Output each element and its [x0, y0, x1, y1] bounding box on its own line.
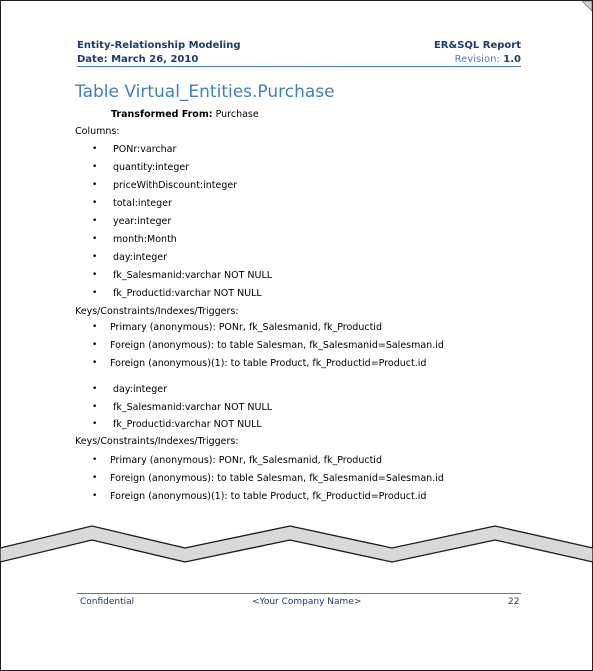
bullet-icon: • [92, 419, 98, 429]
column-item: total:integer [113, 198, 172, 209]
bullet-icon: • [92, 162, 98, 172]
bullet-icon: • [92, 322, 98, 332]
header-report-name: ER&SQL Report [433, 40, 521, 51]
transformed-from [111, 109, 259, 120]
bullet-icon: • [92, 491, 98, 501]
header-date: Date: March 26, 2010 [77, 54, 199, 65]
column-item: priceWithDiscount:integer [113, 180, 238, 191]
column-item: year:integer [113, 216, 172, 227]
column-item: PONr:varchar [113, 144, 177, 155]
column-item: month:Month [113, 234, 177, 245]
bullet-icon: • [92, 401, 98, 412]
column-item: fk_Salesmanid:varchar NOT NULL [113, 270, 273, 281]
keys-heading-repeat: Keys/Constraints/Indexes/Triggers: [75, 436, 239, 447]
key-item: Foreign (anonymous)(1): to table Product, fk_Productid=Product.id [110, 491, 427, 502]
transformed-from-value: Purchase [215, 109, 259, 120]
bullet-icon: • [92, 358, 98, 368]
key-item: Primary (anonymous): PONr, fk_Salesmanid, fk_Productid [110, 322, 382, 333]
column-item: day:integer [113, 384, 167, 395]
key-item: Foreign (anonymous): to table Salesman, fk_Salesmanid=Salesman.id [110, 473, 444, 484]
footer-page-number: 22 [508, 597, 520, 607]
key-item: Foreign (anonymous): to table Salesman, fk_Salesmanid=Salesman.id [110, 340, 444, 351]
footer-divider [77, 593, 521, 594]
bullet-icon: • [92, 234, 98, 244]
page-corner-fold [582, 1, 592, 11]
column-item: fk_Productid:varchar NOT NULL [113, 419, 262, 430]
key-item: Foreign (anonymous)(1): to table Product, fk_Productid=Product.id [110, 358, 427, 369]
key-item: Primary (anonymous): PONr, fk_Salesmanid, fk_Productid [110, 455, 382, 466]
bullet-icon: • [92, 180, 98, 190]
bullet-icon: • [92, 198, 98, 208]
bullet-icon: • [92, 288, 98, 298]
bullet-icon: • [92, 270, 98, 280]
footer-company: <Your Company Name> [252, 597, 362, 607]
columns-heading: Columns: [75, 126, 120, 137]
keys-heading: Keys/Constraints/Indexes/Triggers: [75, 306, 239, 317]
header-revision: Revision: 1.0 [454, 54, 521, 65]
footer-confidential: Confidential [80, 597, 135, 607]
bullet-icon: • [92, 252, 98, 262]
bullet-icon: • [92, 384, 98, 394]
page-break-zigzag [0, 518, 593, 566]
bullet-icon: • [92, 473, 98, 483]
column-item: fk_Salesmanid:varchar NOT NULL [113, 401, 273, 413]
column-item: day:integer [113, 252, 167, 263]
bullet-icon: • [92, 455, 98, 465]
bullet-icon: • [92, 340, 98, 350]
header-title: Entity-Relationship Modeling [77, 40, 241, 51]
header-divider [77, 66, 521, 67]
bullet-icon: • [92, 216, 98, 226]
column-item: fk_Productid:varchar NOT NULL [113, 288, 262, 299]
column-item: quantity:integer [113, 162, 190, 173]
transformed-from-label: Transformed From: [111, 109, 213, 120]
page-title: Table Virtual_Entities.Purchase [75, 82, 335, 102]
bullet-icon: • [92, 144, 98, 154]
